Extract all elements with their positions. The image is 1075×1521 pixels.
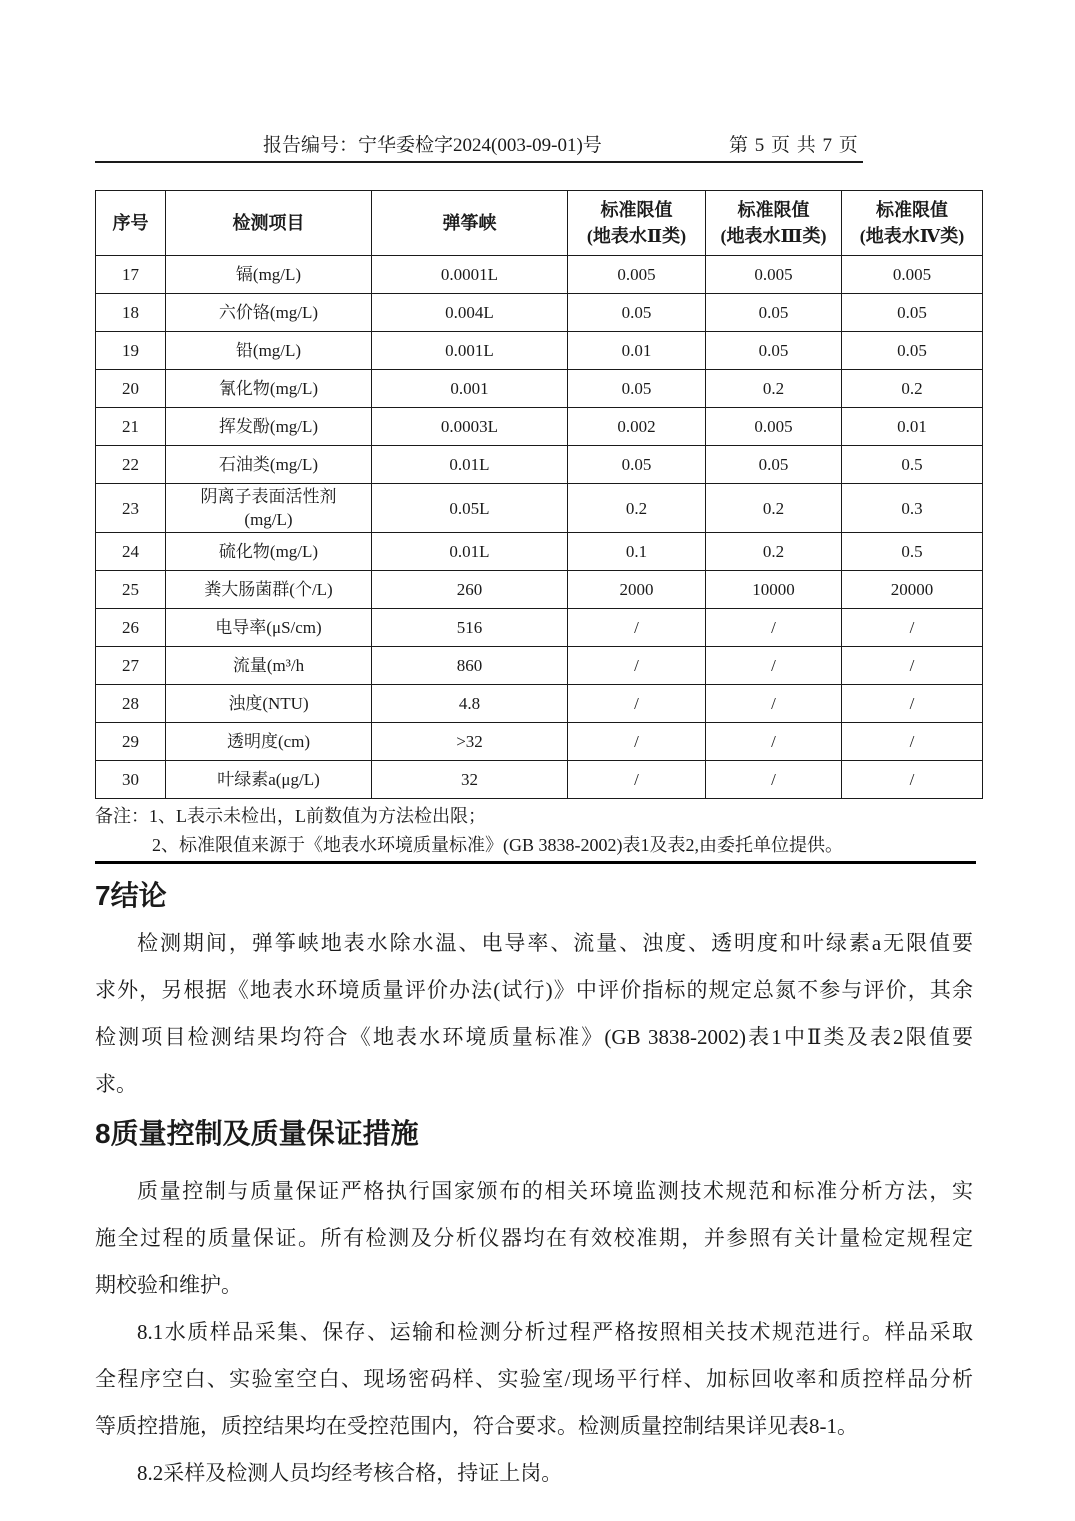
limit-class2-cell: 0.05: [568, 370, 706, 408]
note-line: 2、标准限值来源于《地表水环境质量标准》(GB 3838-2002)表1及表2,由委托单位提供。: [152, 835, 843, 855]
sample-value-cell: 0.01L: [372, 533, 568, 571]
sample-value-cell: 0.001: [372, 370, 568, 408]
section-7-paragraph: [95, 920, 973, 1108]
results-table-body: [96, 256, 983, 799]
paragraph-line: 全程序空白、实验室空白、现场密码样、实验室/现场平行样、加标回收率和质控样品分析: [95, 1367, 973, 1391]
column-header: 标准限值 (地表水Ⅲ类): [706, 191, 842, 256]
row-no-cell: 21: [96, 408, 166, 446]
row-no-cell: 25: [96, 571, 166, 609]
limit-class3-cell: 0.005: [706, 256, 842, 294]
table-row: [96, 571, 983, 609]
sample-value-cell: 0.004L: [372, 294, 568, 332]
table-row: [96, 647, 983, 685]
row-no-cell: 30: [96, 761, 166, 799]
limit-class4-cell: /: [842, 647, 983, 685]
sample-value-cell: 0.0001L: [372, 256, 568, 294]
limit-class4-cell: /: [842, 685, 983, 723]
results-table: [95, 190, 983, 799]
limit-class3-cell: /: [706, 723, 842, 761]
paragraph-line: 8.1水质样品采集、保存、运输和检测分析过程严格按照相关技术规范进行。样品采取: [137, 1320, 973, 1344]
column-header: 弹筝峡: [372, 191, 568, 256]
item-cell: 挥发酚(mg/L): [166, 408, 372, 446]
limit-class4-cell: 0.5: [842, 533, 983, 571]
sample-value-cell: 4.8: [372, 685, 568, 723]
section-8-paragraph-3: [95, 1450, 973, 1497]
row-no-cell: 22: [96, 446, 166, 484]
sample-value-cell: 0.001L: [372, 332, 568, 370]
paragraph-line: 施全过程的质量保证。所有检测及分析仪器均在有效校准期，并参照有关计量检定规程定: [95, 1226, 973, 1250]
page-indicator: 第 5 页 共 7 页: [729, 135, 859, 156]
table-row: [96, 761, 983, 799]
limit-class2-cell: /: [568, 609, 706, 647]
row-no-cell: 26: [96, 609, 166, 647]
column-header: 序号: [96, 191, 166, 256]
item-cell: 镉(mg/L): [166, 256, 372, 294]
item-cell: 硫化物(mg/L): [166, 533, 372, 571]
limit-class3-cell: 0.05: [706, 446, 842, 484]
header-rule: [95, 161, 863, 163]
item-cell: 石油类(mg/L): [166, 446, 372, 484]
section-8-paragraph-2: [95, 1309, 973, 1450]
item-cell: 电导率(μS/cm): [166, 609, 372, 647]
limit-class4-cell: 20000: [842, 571, 983, 609]
table-row: [96, 332, 983, 370]
limit-class3-cell: /: [706, 761, 842, 799]
item-cell: 流量(m³/h: [166, 647, 372, 685]
limit-class3-cell: /: [706, 647, 842, 685]
item-cell: 粪大肠菌群(个/L): [166, 571, 372, 609]
limit-class4-cell: /: [842, 723, 983, 761]
limit-class2-cell: /: [568, 723, 706, 761]
limit-class4-cell: 0.05: [842, 294, 983, 332]
section-7-title: 7结论: [95, 880, 167, 911]
paragraph-line: 8.2采样及检测人员均经考核合格，持证上岗。: [137, 1461, 563, 1485]
page-content: [95, 0, 982, 1497]
limit-class4-cell: 0.05: [842, 332, 983, 370]
limit-class3-cell: /: [706, 685, 842, 723]
row-no-cell: 27: [96, 647, 166, 685]
limit-class2-cell: 0.01: [568, 332, 706, 370]
limit-class2-cell: 0.05: [568, 446, 706, 484]
paragraph-line: 求。: [95, 1072, 137, 1096]
table-header-row: [96, 191, 983, 256]
table-notes: [95, 802, 976, 864]
limit-class4-cell: /: [842, 609, 983, 647]
row-no-cell: 20: [96, 370, 166, 408]
row-no-cell: 17: [96, 256, 166, 294]
limit-class3-cell: 0.2: [706, 370, 842, 408]
sample-value-cell: 516: [372, 609, 568, 647]
section-8-paragraph-1: [95, 1168, 973, 1309]
sample-value-cell: 0.0003L: [372, 408, 568, 446]
table-row: [96, 533, 983, 571]
limit-class4-cell: 0.2: [842, 370, 983, 408]
limit-class3-cell: 0.05: [706, 294, 842, 332]
row-no-cell: 23: [96, 484, 166, 533]
sample-value-cell: 0.05L: [372, 484, 568, 533]
row-no-cell: 19: [96, 332, 166, 370]
limit-class2-cell: /: [568, 685, 706, 723]
paragraph-line: 期校验和维护。: [95, 1273, 242, 1297]
item-cell: 氰化物(mg/L): [166, 370, 372, 408]
sample-value-cell: 860: [372, 647, 568, 685]
paragraph-line: 等质控措施，质控结果均在受控范围内，符合要求。检测质量控制结果详见表8-1。: [95, 1414, 858, 1438]
report-number: 报告编号：宁华委检字2024(003-09-01)号: [263, 135, 602, 156]
item-cell: 透明度(cm): [166, 723, 372, 761]
row-no-cell: 28: [96, 685, 166, 723]
column-header: 标准限值 (地表水Ⅳ类): [842, 191, 983, 256]
sample-value-cell: >32: [372, 723, 568, 761]
item-cell: 浊度(NTU): [166, 685, 372, 723]
limit-class4-cell: 0.005: [842, 256, 983, 294]
row-no-cell: 24: [96, 533, 166, 571]
paragraph-line: 检测期间，弹筝峡地表水除水温、电导率、流量、浊度、透明度和叶绿素a无限值要: [137, 931, 973, 955]
limit-class2-cell: 0.005: [568, 256, 706, 294]
table-row: [96, 484, 983, 533]
paragraph-line: 求外，另根据《地表水环境质量评价办法(试行)》中评价指标的规定总氮不参与评价，其余: [95, 978, 973, 1002]
limit-class4-cell: /: [842, 761, 983, 799]
table-row: [96, 370, 983, 408]
section-8-title: 8质量控制及质量保证措施: [95, 1118, 419, 1149]
paragraph-line: 检测项目检测结果均符合《地表水环境质量标准》(GB 3838-2002)表1中Ⅱ类及表2限值要: [95, 1025, 973, 1049]
limit-class4-cell: 0.5: [842, 446, 983, 484]
item-cell: 叶绿素a(μg/L): [166, 761, 372, 799]
row-no-cell: 29: [96, 723, 166, 761]
limit-class2-cell: /: [568, 647, 706, 685]
sample-value-cell: 0.01L: [372, 446, 568, 484]
limit-class3-cell: 0.005: [706, 408, 842, 446]
limit-class2-cell: 2000: [568, 571, 706, 609]
column-header: 检测项目: [166, 191, 372, 256]
limit-class2-cell: 0.05: [568, 294, 706, 332]
paragraph-line: 质量控制与质量保证严格执行国家颁布的相关环境监测技术规范和标准分析方法，实: [137, 1179, 973, 1203]
sample-value-cell: 260: [372, 571, 568, 609]
limit-class2-cell: 0.1: [568, 533, 706, 571]
note-line: 备注：1、L表示未检出，L前数值为方法检出限；: [95, 806, 486, 826]
column-header: 标准限值 (地表水Ⅱ类): [568, 191, 706, 256]
document-header: [95, 0, 982, 163]
limit-class3-cell: /: [706, 609, 842, 647]
limit-class3-cell: 0.2: [706, 533, 842, 571]
table-row: [96, 609, 983, 647]
table-row: [96, 446, 983, 484]
limit-class4-cell: 0.3: [842, 484, 983, 533]
limit-class3-cell: 0.2: [706, 484, 842, 533]
row-no-cell: 18: [96, 294, 166, 332]
item-cell: 阴离子表面活性剂 (mg/L): [166, 484, 372, 533]
limit-class2-cell: 0.002: [568, 408, 706, 446]
table-row: [96, 294, 983, 332]
table-row: [96, 723, 983, 761]
table-row: [96, 256, 983, 294]
table-row: [96, 408, 983, 446]
item-cell: 铅(mg/L): [166, 332, 372, 370]
limit-class2-cell: /: [568, 761, 706, 799]
limit-class4-cell: 0.01: [842, 408, 983, 446]
item-cell: 六价铬(mg/L): [166, 294, 372, 332]
sample-value-cell: 32: [372, 761, 568, 799]
limit-class3-cell: 10000: [706, 571, 842, 609]
table-row: [96, 685, 983, 723]
limit-class3-cell: 0.05: [706, 332, 842, 370]
limit-class2-cell: 0.2: [568, 484, 706, 533]
